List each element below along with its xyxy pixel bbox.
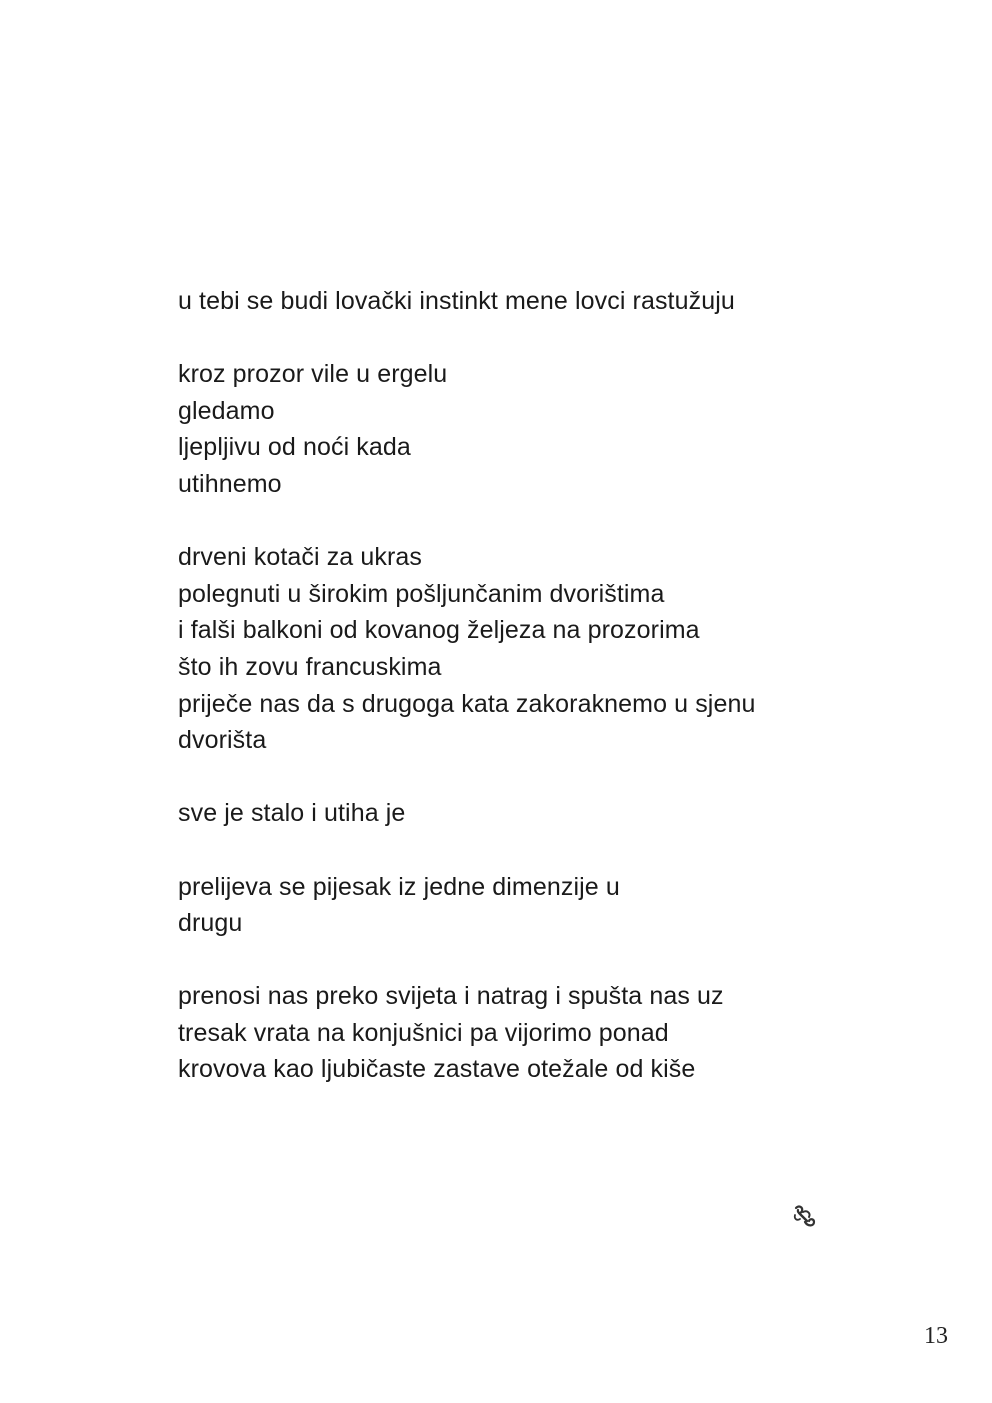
poem-line: ljepljivu od noći kada xyxy=(178,433,411,462)
stanza-gap xyxy=(178,759,858,796)
flourish-ornament-icon xyxy=(789,1202,819,1232)
poem-line: i falši balkoni od kovanog željeza na prozorima xyxy=(178,616,700,645)
stanza-gap xyxy=(178,832,858,869)
poem-line: polegnuti u širokim pošljunčanim dvorištima xyxy=(178,579,665,608)
poem-line: tresak vrata na konjušnici pa vijorimo ponad xyxy=(178,1018,669,1047)
page-number: 13 xyxy=(924,1323,948,1349)
poem-line: sve je stalo i utiha je xyxy=(178,799,406,828)
poem-line: gledamo xyxy=(178,396,275,425)
stanza-gap xyxy=(178,942,858,979)
poem-line: prelijeva se pijesak iz jedne dimenzije u xyxy=(178,872,620,901)
stanza-gap xyxy=(178,503,858,540)
poem-line: drugu xyxy=(178,909,243,938)
poem-line: kroz prozor vile u ergelu xyxy=(178,360,448,389)
poem-line: krovova kao ljubičaste zastave otežale od kiše xyxy=(178,1055,696,1084)
poem-line: u tebi se budi lovački instinkt mene lovci rastužuju xyxy=(178,287,735,315)
poem-line: utihnemo xyxy=(178,469,282,498)
poem-line: prenosi nas preko svijeta i natrag i spušta nas uz xyxy=(178,982,724,1011)
poem-line: dvorišta xyxy=(178,726,267,755)
poem-line: drveni kotači za ukras xyxy=(178,543,422,572)
poem-line: što ih zovu francuskima xyxy=(178,652,442,681)
poem-body xyxy=(178,283,858,1088)
poem-line: priječe nas da s drugoga kata zakoraknemo u sjenu xyxy=(178,689,756,718)
stanza-gap xyxy=(178,320,858,357)
